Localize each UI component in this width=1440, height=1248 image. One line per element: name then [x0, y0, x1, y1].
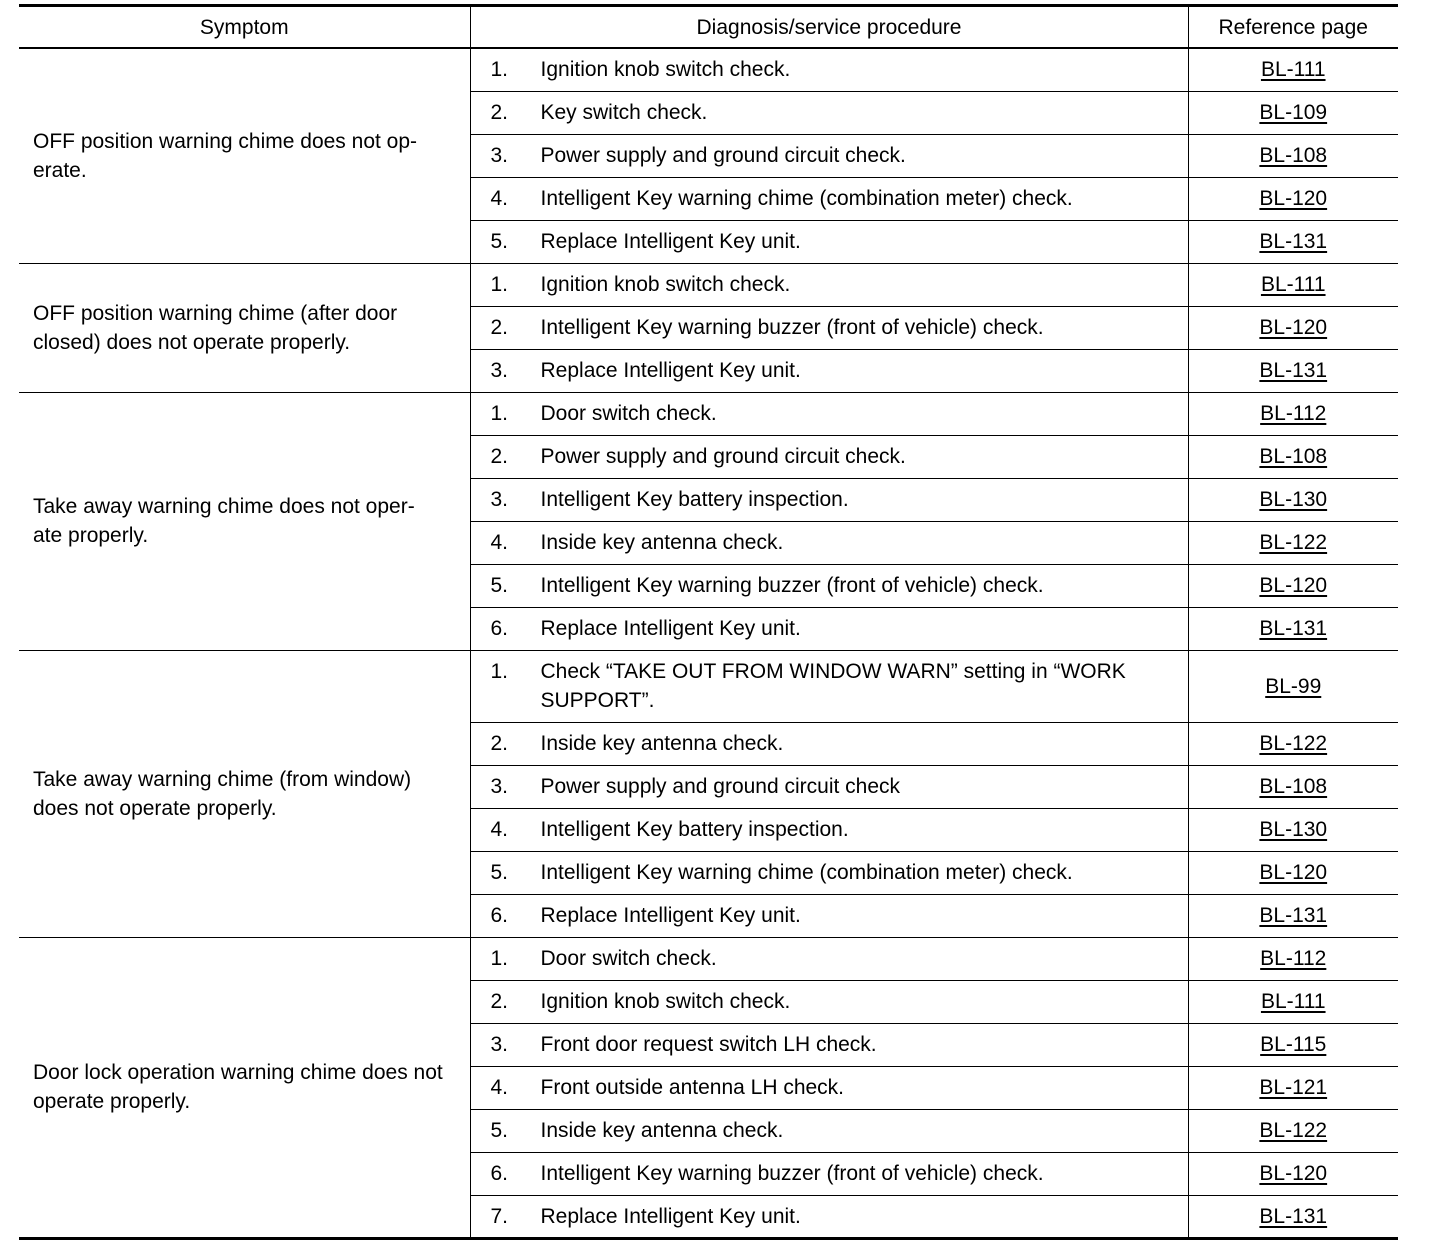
step-text: Intelligent Key battery inspection.: [540, 488, 849, 511]
procedure-cell: [470, 1195, 1188, 1238]
reference-link[interactable]: BL-115: [1260, 1033, 1327, 1056]
step-text: Replace Intelligent Key unit.: [540, 904, 801, 927]
header-procedure: Diagnosis/service procedure: [470, 6, 1188, 49]
step-text: Door switch check.: [540, 947, 717, 970]
procedure-cell: [470, 894, 1188, 937]
reference-link[interactable]: BL-109: [1259, 101, 1328, 124]
table-row: [19, 263, 1398, 306]
step-number: 4.: [490, 818, 509, 841]
reference-cell: [1188, 220, 1398, 263]
step-number: 5.: [490, 1119, 509, 1142]
reference-cell: [1188, 894, 1398, 937]
procedure-cell: [470, 808, 1188, 851]
reference-link[interactable]: BL-111: [1260, 990, 1326, 1013]
reference-link[interactable]: BL-121: [1259, 1076, 1328, 1099]
reference-link[interactable]: BL-130: [1259, 488, 1328, 511]
reference-cell: [1188, 1152, 1398, 1195]
table-body: [19, 48, 1398, 1238]
reference-cell: [1188, 1023, 1398, 1066]
step-text: Intelligent Key warning chime (combination meter) check.: [540, 861, 1073, 884]
reference-link[interactable]: BL-112: [1260, 402, 1327, 425]
step-number: 6.: [490, 1162, 509, 1185]
symptom-cell: OFF position warning chime (after door closed) does not operate properly.: [19, 263, 470, 392]
diagnosis-table: [19, 4, 1398, 1240]
procedure-cell: [470, 1023, 1188, 1066]
procedure-cell: [470, 1152, 1188, 1195]
step-text: Power supply and ground circuit check: [540, 775, 901, 798]
step-number: 1.: [490, 58, 509, 82]
step-text: Inside key antenna check.: [540, 732, 784, 755]
procedure-cell: [470, 263, 1188, 306]
step-text: Power supply and ground circuit check.: [540, 144, 906, 167]
step-number: 2.: [490, 316, 509, 339]
step-number: 3.: [490, 775, 509, 798]
step-number: 5.: [490, 861, 509, 884]
procedure-cell: [470, 765, 1188, 808]
reference-cell: [1188, 980, 1398, 1023]
reference-link[interactable]: BL-120: [1259, 1162, 1328, 1185]
procedure-cell: [470, 349, 1188, 392]
reference-cell: [1188, 134, 1398, 177]
step-number: 4.: [490, 531, 509, 554]
step-number: 4.: [490, 187, 509, 210]
procedure-cell: [470, 607, 1188, 650]
step-text: Intelligent Key battery inspection.: [540, 818, 849, 841]
reference-cell: [1188, 478, 1398, 521]
reference-link[interactable]: BL-131: [1259, 359, 1328, 382]
reference-cell: [1188, 564, 1398, 607]
step-text: Ignition knob switch check.: [540, 58, 791, 82]
step-number: 2.: [490, 990, 509, 1013]
procedure-cell: [470, 851, 1188, 894]
reference-cell: [1188, 349, 1398, 392]
step-number: 1.: [490, 947, 509, 970]
step-text: Ignition knob switch check.: [540, 273, 791, 296]
reference-cell: [1188, 937, 1398, 980]
step-text: Intelligent Key warning chime (combination meter) check.: [540, 187, 1073, 210]
step-text: Front outside antenna LH check.: [540, 1076, 845, 1099]
table-row: [19, 392, 1398, 435]
step-number: 5.: [490, 230, 509, 253]
step-text: Check “TAKE OUT FROM WINDOW WARN” setting in “WORK SUPPORT”.: [540, 660, 1126, 712]
reference-link[interactable]: BL-111: [1260, 273, 1326, 296]
procedure-cell: [470, 435, 1188, 478]
reference-link[interactable]: BL-122: [1259, 531, 1328, 554]
reference-link[interactable]: BL-131: [1259, 1204, 1328, 1228]
step-number: 3.: [490, 488, 509, 511]
step-number: 5.: [490, 574, 509, 597]
reference-cell: [1188, 435, 1398, 478]
symptom-cell: Take away warning chime does not oper- ate properly.: [19, 392, 470, 650]
step-text: Intelligent Key warning buzzer (front of vehicle) check.: [540, 316, 1044, 339]
procedure-cell: [470, 177, 1188, 220]
reference-cell: [1188, 1066, 1398, 1109]
reference-link[interactable]: BL-108: [1259, 144, 1328, 167]
table-row: [19, 48, 1398, 91]
reference-cell: [1188, 91, 1398, 134]
step-number: 2.: [490, 445, 509, 468]
step-number: 6.: [490, 617, 509, 640]
procedure-cell: [470, 478, 1188, 521]
reference-link[interactable]: BL-108: [1259, 445, 1328, 468]
step-text: Replace Intelligent Key unit.: [540, 617, 801, 640]
reference-link[interactable]: BL-131: [1259, 617, 1328, 640]
reference-link[interactable]: BL-99: [1265, 674, 1322, 698]
reference-cell: [1188, 1195, 1398, 1238]
step-text: Door switch check.: [540, 402, 717, 425]
procedure-cell: [470, 1109, 1188, 1152]
reference-cell: [1188, 1109, 1398, 1152]
reference-link[interactable]: BL-112: [1260, 947, 1327, 970]
step-number: 2.: [490, 101, 509, 124]
reference-cell: [1188, 607, 1398, 650]
step-text: Replace Intelligent Key unit.: [540, 1204, 801, 1228]
reference-cell: [1188, 263, 1398, 306]
reference-cell: [1188, 306, 1398, 349]
procedure-cell: [470, 91, 1188, 134]
reference-link[interactable]: BL-120: [1259, 316, 1328, 339]
step-text: Intelligent Key warning buzzer (front of vehicle) check.: [540, 1162, 1044, 1185]
step-text: Intelligent Key warning buzzer (front of vehicle) check.: [540, 574, 1044, 597]
procedure-cell: [470, 564, 1188, 607]
step-number: 7.: [490, 1204, 509, 1228]
step-text: Inside key antenna check.: [540, 531, 784, 554]
step-number: 3.: [490, 359, 509, 382]
step-number: 3.: [490, 144, 509, 167]
symptom-cell: Take away warning chime (from window) does not operate properly.: [19, 650, 470, 937]
reference-cell: [1188, 765, 1398, 808]
procedure-cell: [470, 937, 1188, 980]
symptom-cell: OFF position warning chime does not op- erate.: [19, 48, 470, 263]
reference-link[interactable]: BL-111: [1260, 58, 1326, 82]
procedure-cell: [470, 980, 1188, 1023]
procedure-cell: [470, 306, 1188, 349]
table-row: [19, 650, 1398, 722]
procedure-cell: [470, 134, 1188, 177]
reference-link[interactable]: BL-130: [1259, 818, 1328, 841]
procedure-cell: [470, 521, 1188, 564]
step-number: 1.: [490, 660, 509, 683]
reference-cell: [1188, 521, 1398, 564]
header-row: [19, 6, 1398, 49]
procedure-cell: [470, 392, 1188, 435]
reference-link[interactable]: BL-131: [1259, 230, 1328, 253]
step-number: 6.: [490, 904, 509, 927]
table-header: [19, 6, 1398, 49]
reference-cell: [1188, 722, 1398, 765]
procedure-cell: [470, 650, 1188, 722]
reference-cell: [1188, 650, 1398, 722]
step-text: Inside key antenna check.: [540, 1119, 784, 1142]
step-text: Key switch check.: [540, 101, 708, 124]
reference-link[interactable]: BL-122: [1259, 1119, 1328, 1142]
procedure-cell: [470, 1066, 1188, 1109]
reference-link[interactable]: BL-120: [1259, 861, 1328, 884]
step-number: 1.: [490, 402, 509, 425]
procedure-cell: [470, 48, 1188, 91]
reference-cell: [1188, 808, 1398, 851]
reference-cell: [1188, 392, 1398, 435]
procedure-cell: [470, 722, 1188, 765]
step-text: Replace Intelligent Key unit.: [540, 359, 801, 382]
step-text: Replace Intelligent Key unit.: [540, 230, 801, 253]
reference-link[interactable]: BL-108: [1259, 775, 1328, 798]
step-text: Front door request switch LH check.: [540, 1033, 877, 1056]
step-number: 4.: [490, 1076, 509, 1099]
table-row: [19, 937, 1398, 980]
step-number: 1.: [490, 273, 509, 296]
step-number: 2.: [490, 732, 509, 755]
reference-cell: [1188, 48, 1398, 91]
reference-link[interactable]: BL-131: [1259, 904, 1328, 927]
reference-cell: [1188, 851, 1398, 894]
procedure-cell: [470, 220, 1188, 263]
reference-link[interactable]: BL-122: [1259, 732, 1328, 755]
symptom-cell: Door lock operation warning chime does not operate properly.: [19, 937, 470, 1238]
step-number: 3.: [490, 1033, 509, 1056]
step-text: Power supply and ground circuit check.: [540, 445, 906, 468]
step-text: Ignition knob switch check.: [540, 990, 791, 1013]
reference-link[interactable]: BL-120: [1259, 574, 1328, 597]
reference-cell: [1188, 177, 1398, 220]
header-reference: Reference page: [1188, 6, 1398, 49]
header-symptom: Symptom: [19, 6, 470, 49]
reference-link[interactable]: BL-120: [1259, 187, 1328, 210]
